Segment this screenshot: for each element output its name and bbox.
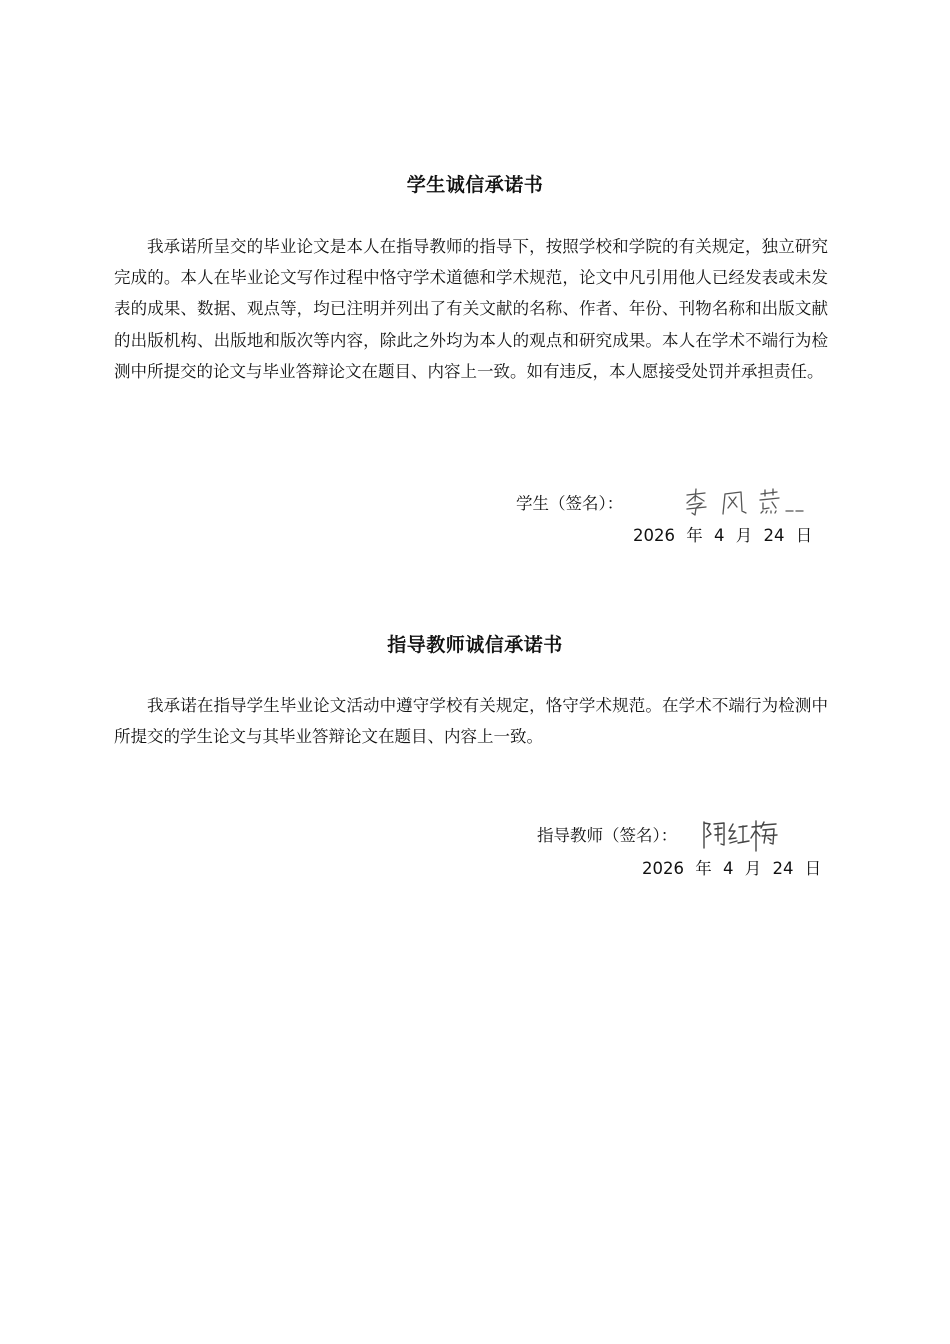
teacher-handwritten-signature: [700, 818, 780, 854]
student-signature-label: 学生（签名）：: [516, 494, 624, 513]
teacher-pledge-title: 指导教师诚信承诺书: [387, 634, 563, 656]
student-handwritten-signature: [683, 486, 813, 518]
student-date: 2026 年 4 月 24 日: [633, 526, 813, 545]
teacher-pledge-text: 我承诺在指导学生毕业论文活动中遵守学校有关规定，恪守学术规范。在学术不端行为检测中所提交的学生论文与其毕业答辩论文在题目、内容上一致。: [114, 696, 828, 747]
teacher-signature-label: 指导教师（签名）：: [537, 826, 678, 845]
student-pledge-title: 学生诚信承诺书: [406, 174, 544, 196]
teacher-date: 2026 年 4 月 24 日: [642, 859, 822, 878]
student-pledge-text: 我承诺所呈交的毕业论文是本人在指导教师的指导下，按照学校和学院的有关规定，独立研究完成的。本人在毕业论文写作过程中恪守学术道德和学术规范，论文中凡引用他人已经发表或未发表的成果、数据、观点等，均已注明并列出了有关文献的名称、作者、年份、刊物名称和出版文献的出版机构、出版地和版次等内容，除此之外均为本人的观点和研究成果。本人在学术不端行为检测中所提交的论文与毕业答辩论文在题目、内容上一致。如有违反，本人愿接受处罚并承担责任。: [114, 237, 828, 381]
